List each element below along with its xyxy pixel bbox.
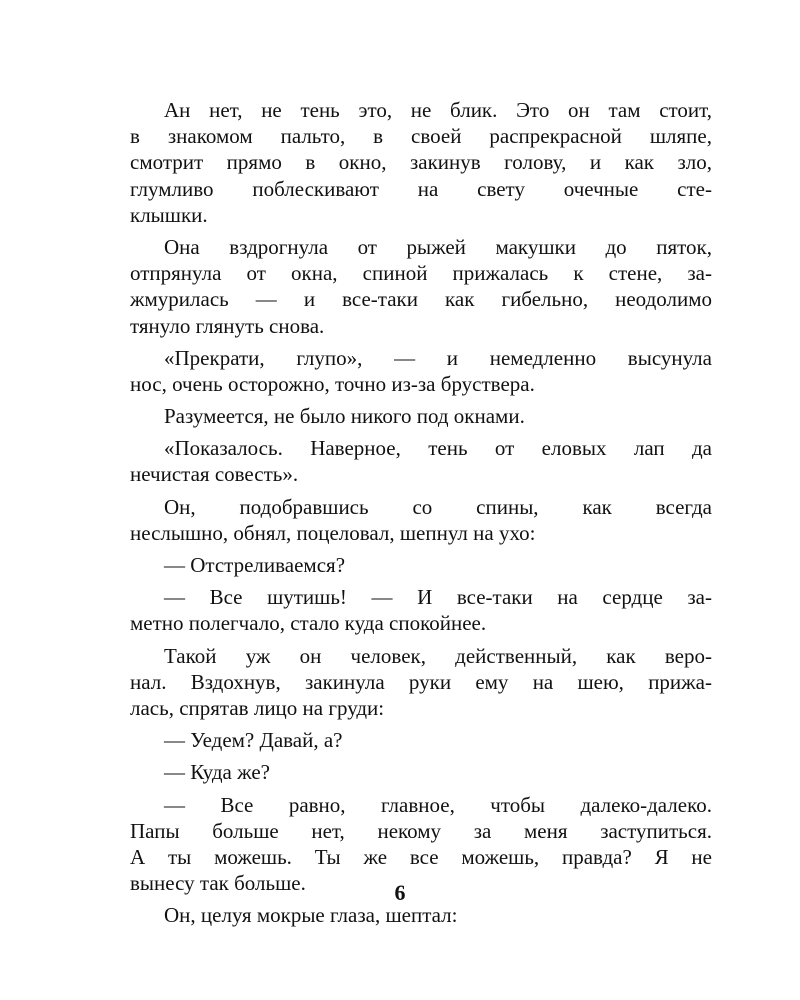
text-line: — Куда же? [164, 760, 270, 785]
body-text [130, 97, 712, 928]
text-line: в знакомом пальто, в своей распрекрасной шляпе, [130, 124, 712, 149]
text-line: Она вздрогнула от рыжей макушки до пяток, [164, 234, 712, 259]
paragraph [130, 552, 712, 578]
text-line: — Уедем? Давай, а? [164, 728, 343, 753]
text-line: тянуло глянуть снова. [130, 313, 325, 338]
text-line: Он, целуя мокрые глаза, шептал: [164, 903, 458, 928]
paragraph [130, 902, 712, 928]
text-line: нал. Вздохнув, закинула руки ему на шею, прижа- [130, 669, 712, 694]
text-line: нос, очень осторожно, точно из-за бруствера. [130, 371, 535, 396]
text-line: «Прекрати, глупо», — и немедленно высунула [164, 345, 712, 370]
text-line: — Все равно, главное, чтобы далеко-далеко. [164, 792, 712, 817]
text-line: отпрянула от окна, спиной прижалась к стене, за- [130, 261, 712, 286]
text-line: нечистая совесть». [130, 462, 299, 487]
paragraph [130, 494, 712, 546]
text-line: Ан нет, не тень это, не блик. Это он там стоит, [164, 98, 712, 122]
text-line: глумливо поблескивают на свету очечные сте- [130, 176, 712, 201]
text-line: Такой уж он человек, действенный, как веро- [164, 643, 712, 668]
text-line: А ты можешь. Ты же все можешь, правда? Я не [130, 844, 712, 869]
text-line: — Отстреливаемся? [164, 553, 346, 577]
text-line: метно полегчало, стало куда спокойнее. [130, 611, 487, 636]
text-line: Он, подобравшись со спины, как всегда [164, 494, 712, 519]
text-line: жмурилась — и все-таки как гибельно, неодолимо [130, 287, 712, 312]
paragraph [130, 345, 712, 397]
paragraph [130, 97, 712, 228]
text-line: Разумеется, не было никого под окнами. [164, 404, 525, 429]
paragraph [130, 435, 712, 487]
text-line: смотрит прямо в окно, закинув голову, и как зло, [130, 150, 712, 175]
text-line: Папы больше нет, некому за меня заступиться. [130, 818, 712, 843]
text-line: — Все шутишь! — И все-таки на сердце за- [164, 585, 712, 610]
paragraph [130, 584, 712, 636]
paragraph [130, 759, 712, 785]
text-line: «Показалось. Наверное, тень от еловых лап да [164, 436, 712, 461]
page-number: 6 [394, 880, 406, 905]
paragraph [130, 727, 712, 753]
paragraph [130, 643, 712, 722]
text-line: неслышно, обнял, поцеловал, шепнул на ухо: [130, 520, 536, 545]
text-line: лась, спрятав лицо на груди: [130, 695, 385, 720]
paragraph [130, 234, 712, 339]
paragraph [130, 403, 712, 429]
text-line: клышки. [130, 202, 208, 227]
text-line: вынесу так больше. [130, 871, 306, 896]
